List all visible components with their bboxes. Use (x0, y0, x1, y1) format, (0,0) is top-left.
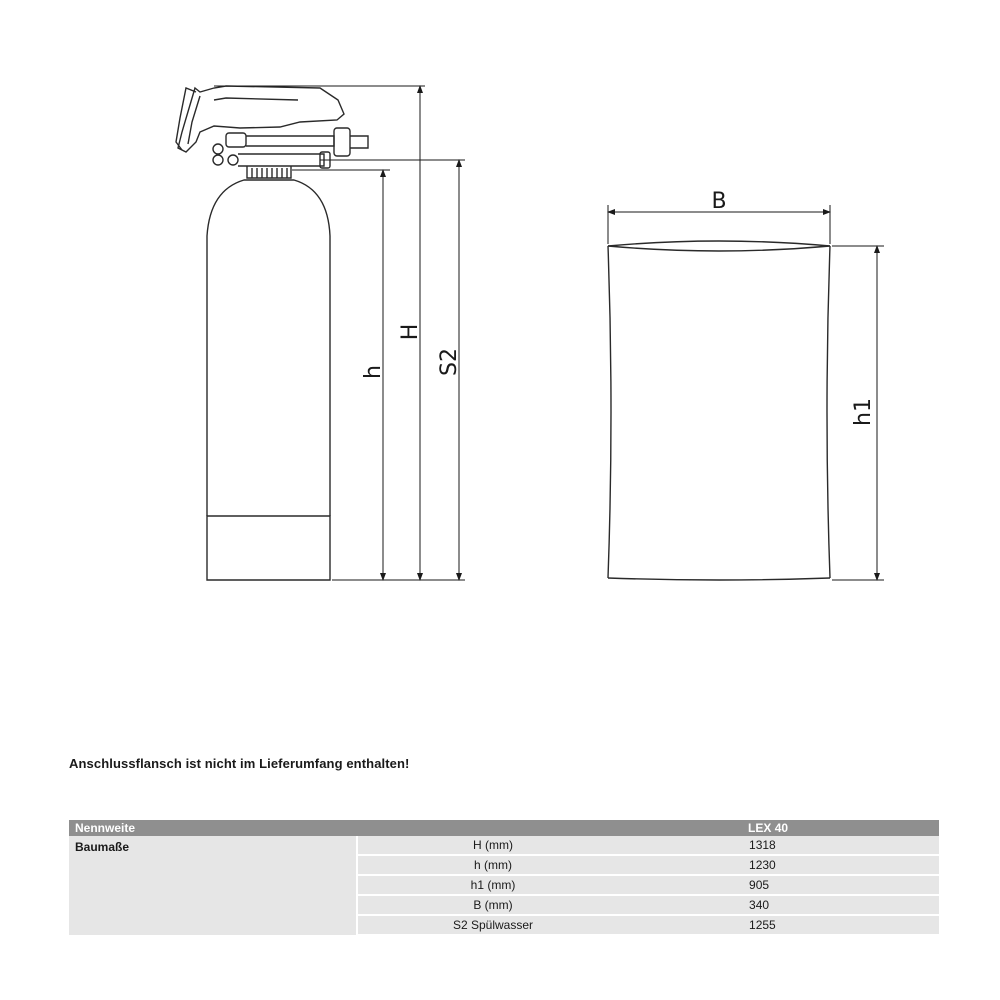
value-cell: 340 (628, 895, 939, 915)
dimension-label-H: H (398, 323, 423, 341)
tank-dimensions (608, 205, 884, 580)
value-cell: 1318 (628, 836, 939, 855)
spec-table (69, 820, 939, 936)
header-model: LEX 40 (628, 820, 939, 836)
value-cell: 1230 (628, 855, 939, 875)
table-row (69, 836, 939, 855)
brine-tank (608, 241, 830, 580)
value-cell: 905 (628, 875, 939, 895)
dimension-label-S2: S2 (437, 348, 462, 376)
table-header-row (69, 820, 939, 836)
param-cell: B (mm) (357, 895, 628, 915)
delivery-note: Anschlussflansch ist nicht im Lieferumfang enthalten! (69, 756, 410, 771)
group-label-baumasse: Baumaße (69, 836, 357, 935)
param-cell: S2 Spülwasser (357, 915, 628, 935)
param-cell: h (mm) (357, 855, 628, 875)
param-cell: h1 (mm) (357, 875, 628, 895)
dimension-label-B: B (711, 189, 727, 214)
header-nennweite: Nennweite (69, 820, 628, 836)
dimension-label-h1: h1 (851, 398, 876, 426)
param-cell: H (mm) (357, 836, 628, 855)
dimension-label-h: h (361, 365, 386, 379)
vessel-dimensions (214, 86, 465, 580)
value-cell: 1255 (628, 915, 939, 935)
